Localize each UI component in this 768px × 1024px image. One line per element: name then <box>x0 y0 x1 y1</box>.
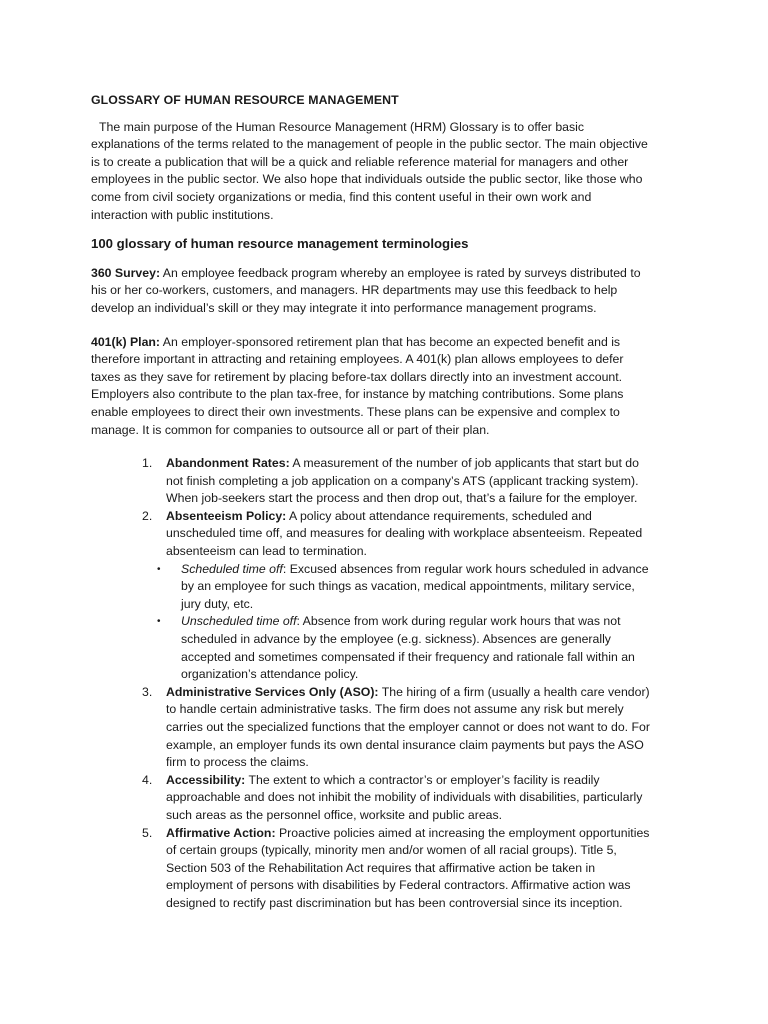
item-definition: The extent to which a contractor’s or employer’s facility is readily approachable and does not inhibit the mobility of individuals with disabilities, particularly such areas as the personnel office, worksite and public areas. <box>166 772 643 822</box>
entry-definition: An employee feedback program whereby an employee is rated by surveys distributed to his or her co-workers, customers, and managers. HR departments may use this feedback to help develop an individual’s skill or they may integrate it into performance management programs. <box>91 265 641 315</box>
numbered-terms-list <box>91 455 651 912</box>
bullet-icon: • <box>157 616 161 628</box>
item-term: Abandonment Rates: <box>166 456 290 471</box>
item-number: 3. <box>142 684 153 699</box>
glossary-entry-401k-plan <box>91 334 651 440</box>
item-definition: A measurement of the number of job applicants that start but do not finish completing a job application on a company’s ATS (applicant tracking system). When job-seekers start the process and then drop out, that’s a failure for the employer. <box>166 456 639 506</box>
intro-paragraph: The main purpose of the Human Resource Management (HRM) Glossary is to offer basic explanations of the terms related to the management of people in the public sector. The main objective is to create a publication that will be a quick and reliable reference material for managers and other employees in the public sector. We also hope that individuals outside the public sector, like those who come from civil society organizations or media, find this content useful in their own work and interaction with public institutions. <box>91 119 648 222</box>
document-title: GLOSSARY OF HUMAN RESOURCE MANAGEMENT <box>91 93 399 107</box>
item-number: 1. <box>142 456 153 471</box>
item-number: 5. <box>142 825 153 840</box>
item-definition: The hiring of a firm (usually a health care vendor) to handle certain administrative tasks. The firm does not assume any risk but merely carries out the specialized functions that the employer cannot or does not want to do. For example, an employer funds its own dental insurance claim payments but pays the ASO firm to process the claims. <box>166 684 650 770</box>
list-item-abandonment-rates <box>91 455 651 508</box>
sub-item-unscheduled-time-off <box>157 613 651 683</box>
list-item-affirmative-action <box>91 825 651 913</box>
entry-term: 401(k) Plan: <box>91 334 161 349</box>
item-term: Affirmative Action: <box>166 825 276 840</box>
list-item-administrative-services-only <box>91 684 651 772</box>
sub-item-term: Scheduled time off <box>181 561 283 576</box>
sub-item-definition: : Excused absences from regular work hours scheduled in advance by an employee for such things as vacation, medical appointments, military service, jury duty, etc. <box>181 561 649 611</box>
item-number: 2. <box>142 508 153 523</box>
section-heading: 100 glossary of human resource management terminologies <box>91 236 469 252</box>
item-definition: Proactive policies aimed at increasing the employment opportunities of certain groups (typically, minority men and/or women of all racial groups). Title 5, Section 503 of the Rehabilitation Act requires that affirmative action be taken in employment of persons with disabilities by Federal contractors. Affirmative action was designed to rectify past discrimination but has been controversial since its inception. <box>166 825 650 910</box>
sub-list <box>157 561 651 684</box>
item-definition: A policy about attendance requirements, scheduled and unscheduled time off, and measures for dealing with workplace absenteeism. Repeated absenteeism can lead to termination. <box>166 508 643 559</box>
list-item-accessibility <box>91 772 651 825</box>
item-term: Accessibility: <box>166 772 246 787</box>
sub-item-definition: : Absence from work during regular work hours that was not scheduled in advance by the employee (e.g. sickness). Absences are generally accepted and sometimes compensated if their frequency and rationale fall within an organization’s attendance policy. <box>181 614 635 682</box>
sub-item-scheduled-time-off <box>157 561 651 614</box>
item-term: Absenteeism Policy: <box>166 508 287 523</box>
document-page <box>91 92 651 913</box>
glossary-entry-360-survey <box>91 265 651 318</box>
bullet-icon: • <box>157 563 161 575</box>
item-term: Administrative Services Only (ASO): <box>166 684 379 699</box>
item-number: 4. <box>142 772 153 787</box>
entry-definition: An employer-sponsored retirement plan that has become an expected benefit and is therefore important in attracting and retaining employees. A 401(k) plan allows employees to defer taxes as they save for retirement by placing before-tax dollars directly into an investment account. Employers also contribute to the plan tax-free, for instance by matching contributions. Some plans enable employees to direct their own investments. These plans can be expensive and complex to manage. It is common for companies to outsource all or part of their plan. <box>91 334 624 437</box>
list-item-absenteeism-policy <box>91 508 651 684</box>
sub-item-term: Unscheduled time off <box>181 614 297 629</box>
entry-term: 360 Survey: <box>91 265 161 280</box>
